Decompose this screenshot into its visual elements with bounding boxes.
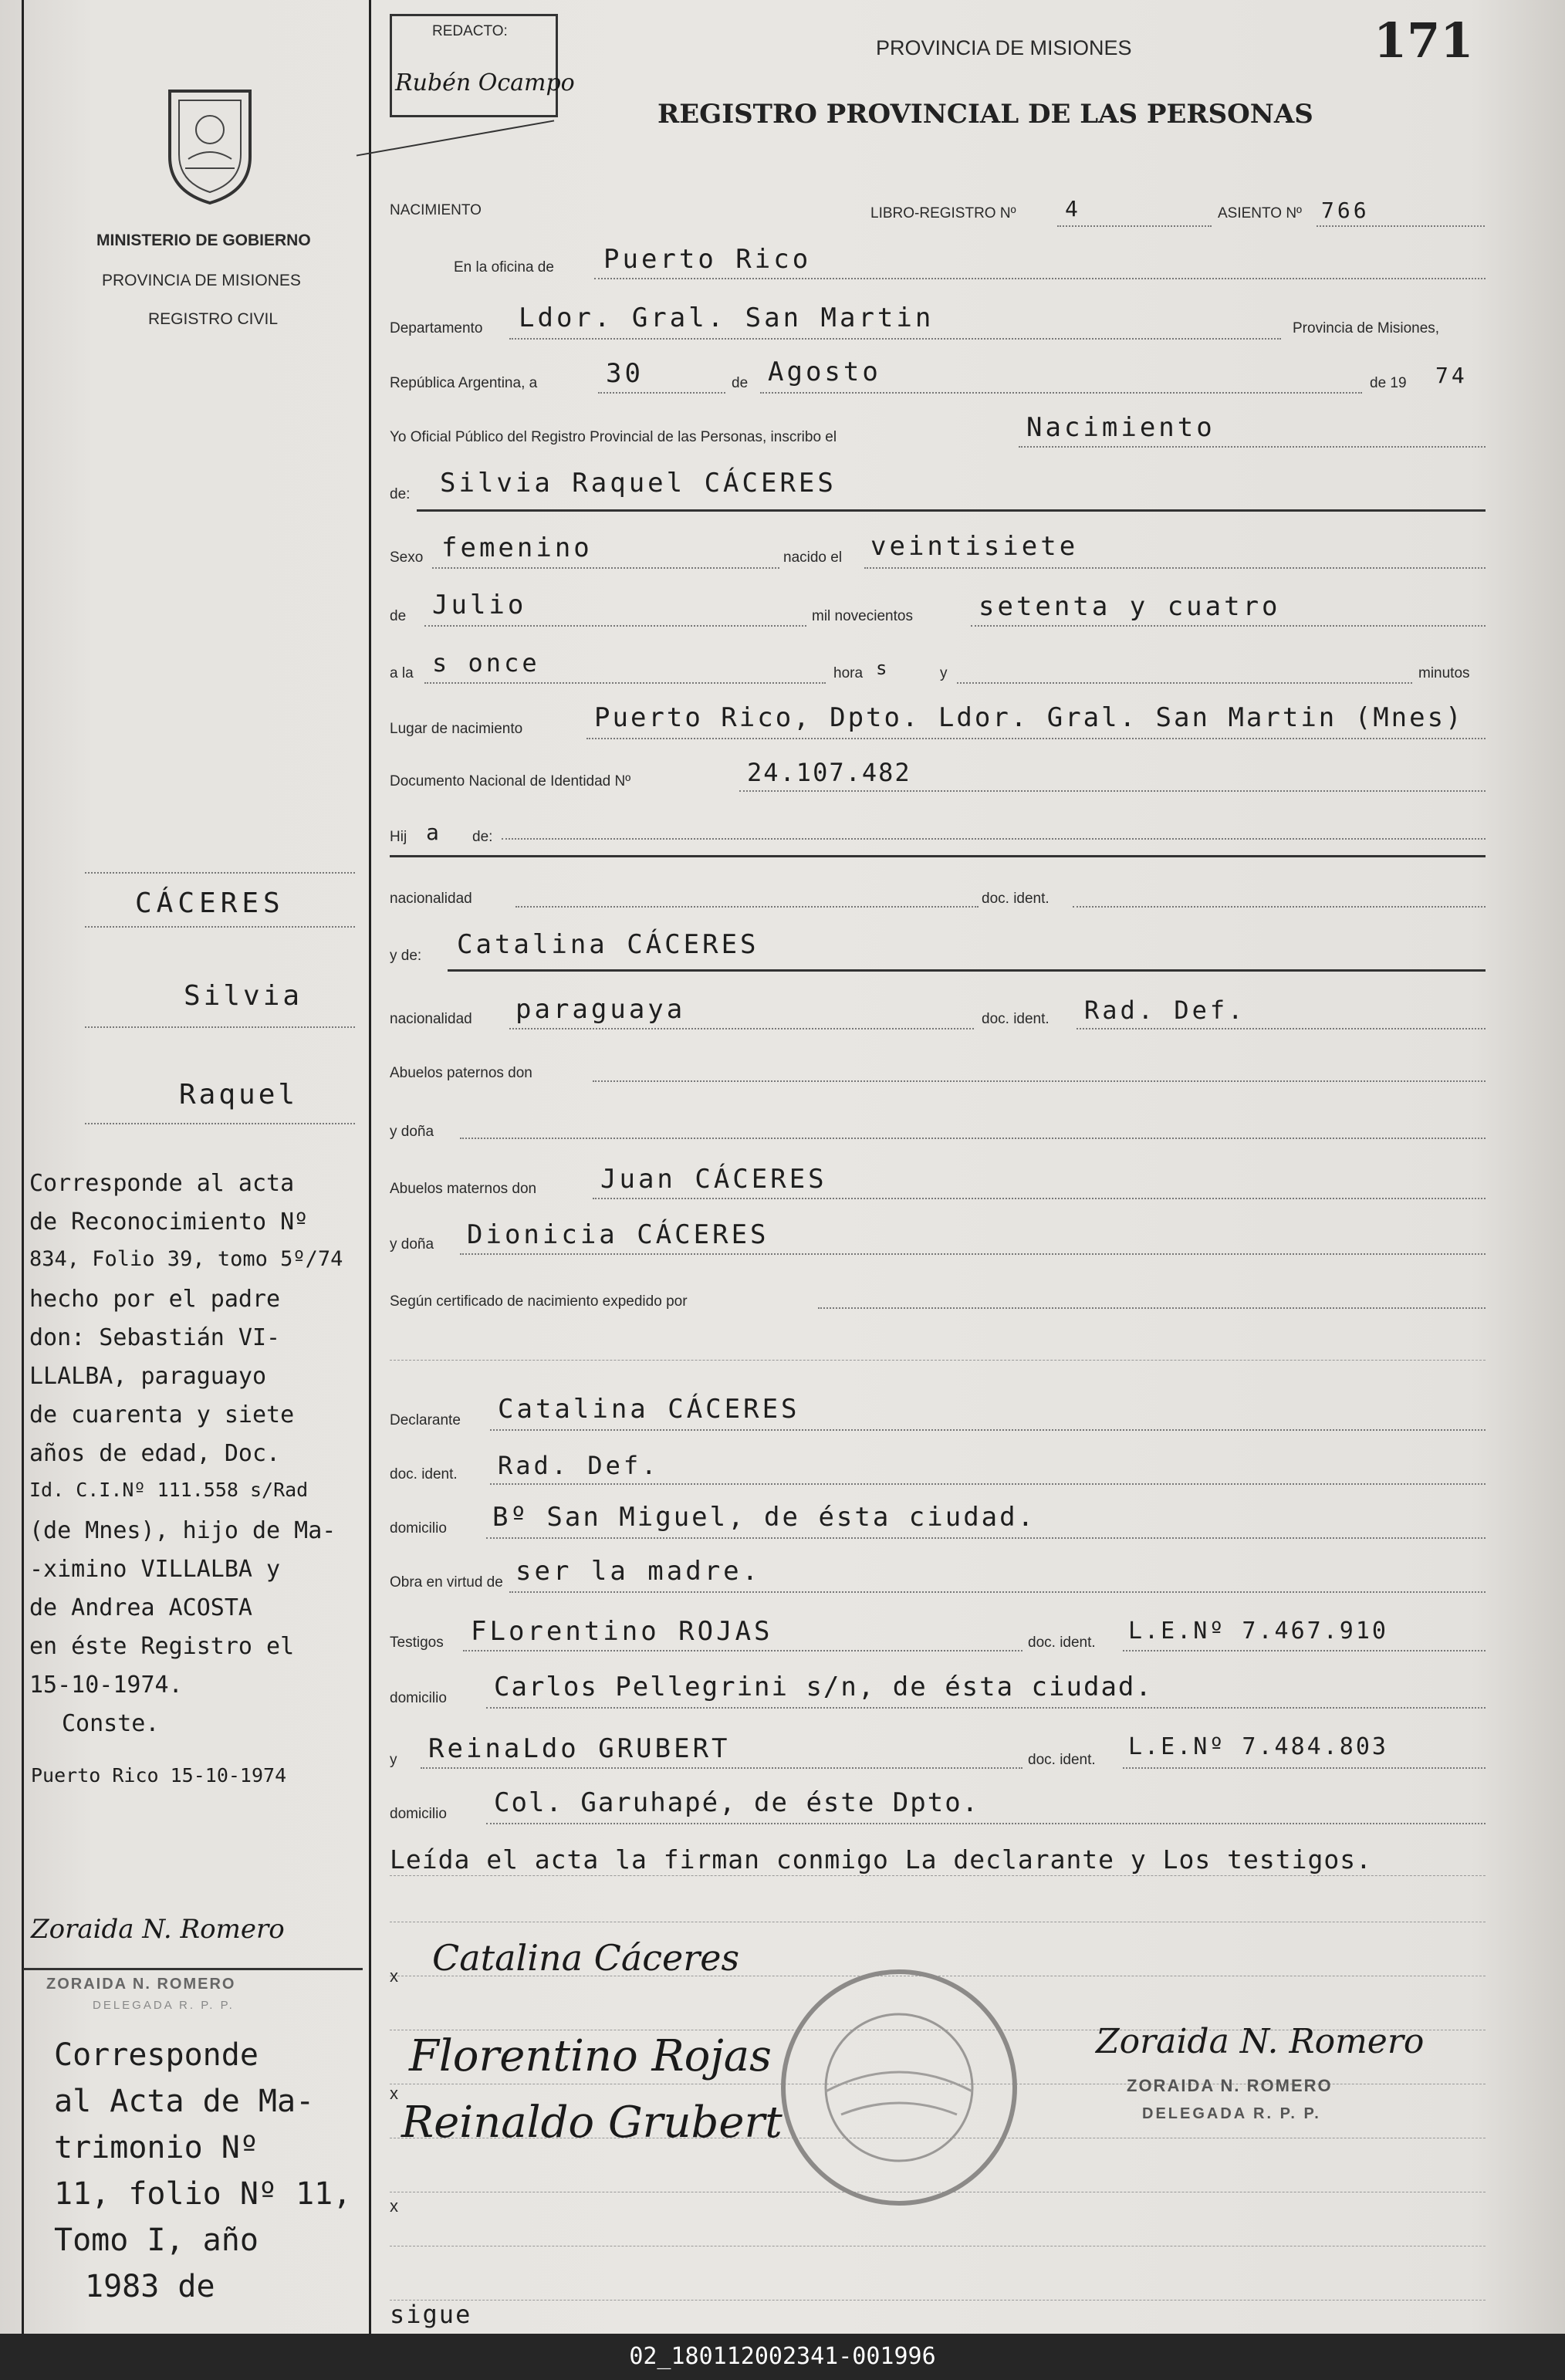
- header-province: PROVINCIA DE MISIONES: [876, 36, 1132, 59]
- sexo-label: Sexo: [390, 549, 424, 566]
- margin-note-line: Conste.: [62, 1710, 160, 1737]
- dia-dots: [598, 392, 725, 394]
- abuelo-materno-value: Juan CÁCERES: [600, 1164, 827, 1195]
- testigo2-value: ReinaLdo GRUBERT: [428, 1733, 731, 1764]
- nacido-mes-dots: [424, 625, 806, 627]
- redacto-label: REDACTO:: [432, 23, 508, 39]
- hora-suffix: s: [876, 658, 891, 679]
- certificado-label: Según certificado de nacimiento expedido por: [390, 1293, 688, 1310]
- sign-mark-2: x: [390, 2084, 398, 2103]
- oficial-stamp-name: ZORAIDA N. ROMERO: [1127, 2076, 1333, 2095]
- abuela-paterna-dots: [460, 1138, 1486, 1139]
- margin-note-line: de cuarenta y siete: [29, 1401, 295, 1428]
- sign-mark-3: x: [390, 2196, 398, 2216]
- leida-value: Leída el acta la firman conmigo La declarante y Los testigos.: [390, 1844, 1372, 1875]
- mes-value: Agosto: [768, 357, 881, 387]
- abuela-materna-label: y doña: [390, 1236, 434, 1253]
- nacido-dia-value: veintisiete: [870, 531, 1079, 562]
- declarante-dots: [490, 1429, 1486, 1431]
- republica-label: República Argentina, a: [390, 375, 538, 391]
- testigo2-signature: Reinaldo Grubert: [401, 2098, 782, 2148]
- testigo2-domicilio-label: domicilio: [390, 1806, 447, 1822]
- provincia-suffix: Provincia de Misiones,: [1293, 320, 1440, 336]
- margin-first-name: Silvia: [184, 980, 303, 1012]
- asiento-label: ASIENTO Nº: [1218, 205, 1302, 221]
- margin-note-line: don: Sebastián VI-: [29, 1324, 281, 1351]
- testigos-label: Testigos: [390, 1635, 444, 1651]
- declarante-doc-label: doc. ident.: [390, 1466, 458, 1482]
- madre-doc-value: Rad. Def.: [1084, 996, 1246, 1025]
- sign-mark-1: x: [390, 1966, 398, 1986]
- margin-surname-dots: [85, 926, 355, 928]
- minutos-label: minutos: [1418, 665, 1470, 681]
- madre-doc-dots: [1077, 1028, 1486, 1029]
- margin-note-line: (de Mnes), hijo de Ma-: [29, 1517, 336, 1544]
- libro-label: LIBRO-REGISTRO Nº: [870, 205, 1016, 221]
- acto-value: Nacimiento: [1026, 412, 1215, 443]
- hija-label: Hij: [390, 829, 407, 845]
- nacido-dia-dots: [864, 567, 1486, 569]
- section-label: NACIMIENTO: [390, 202, 482, 218]
- ministry-title: MINISTERIO DE GOBIERNO: [96, 232, 311, 249]
- hora-dots: [424, 682, 826, 684]
- oficina-dots: [594, 278, 1486, 279]
- margin-stamp-name: ZORAIDA N. ROMERO: [46, 1976, 236, 1993]
- y-de-label: y de:: [390, 948, 422, 964]
- testigo2-doc-dots: [1123, 1767, 1486, 1769]
- departamento-label: Departamento: [390, 320, 483, 336]
- libro-dots: [1057, 225, 1212, 227]
- padre-nacionalidad-label: nacionalidad: [390, 891, 472, 907]
- lugar-dots: [586, 738, 1486, 739]
- declarante-label: Declarante: [390, 1412, 461, 1428]
- margin-note-line: LLALBA, paraguayo: [29, 1363, 267, 1390]
- declarante-doc-value: Rad. Def.: [498, 1451, 660, 1480]
- abuelos-maternos-label: Abuelos maternos don: [390, 1181, 537, 1197]
- anio-value: 74: [1435, 363, 1468, 388]
- ministry-province: PROVINCIA DE MISIONES: [102, 272, 301, 289]
- asiento-value: 766: [1321, 198, 1370, 223]
- declarante-signature: Catalina Cáceres: [432, 1937, 740, 1979]
- margin-first-name-dots: [85, 1026, 355, 1028]
- testigo1-value: FLorentino ROJAS: [471, 1616, 773, 1647]
- padre-nacionalidad-dots: [515, 906, 979, 908]
- declarante-domicilio-dots: [486, 1537, 1486, 1539]
- lugar-value: Puerto Rico, Dpto. Ldor. Gral. San Martin (Mnes): [594, 702, 1464, 733]
- madre-nacionalidad-label: nacionalidad: [390, 1011, 472, 1027]
- marriage-note-line: 11, folio Nº 11,: [54, 2176, 352, 2212]
- abuelos-paternos-label: Abuelos paternos don: [390, 1065, 532, 1081]
- acto-dots: [1019, 446, 1486, 448]
- provincial-seal-icon: [162, 83, 258, 207]
- departamento-value: Ldor. Gral. San Martin: [519, 303, 935, 333]
- margin-note-line: -ximino VILLALBA y: [29, 1556, 281, 1583]
- mes-dots: [760, 392, 1362, 394]
- margin-stamp-role: DELEGADA R. P. P.: [93, 1999, 235, 2012]
- marriage-note-line: al Acta de Ma-: [54, 2084, 315, 2119]
- testigo1-domicilio-dots: [486, 1707, 1486, 1709]
- testigo1-signature: Florentino Rojas: [409, 2031, 772, 2081]
- padre-dots: [502, 838, 1486, 840]
- testigo1-doc-dots: [1123, 1650, 1486, 1651]
- libro-value: 4: [1065, 196, 1081, 221]
- redacto-stroke: [357, 120, 554, 156]
- blank-rule-1: [390, 1360, 1486, 1361]
- dni-value: 24.107.482: [747, 758, 911, 787]
- testigo2-doc-label: doc. ident.: [1028, 1752, 1096, 1768]
- margin-signature-rule: [23, 1968, 363, 1970]
- de-padre-label: de:: [472, 829, 493, 845]
- leida-rule: [390, 1875, 1486, 1876]
- testigo1-doc-label: doc. ident.: [1028, 1635, 1096, 1651]
- sexo-dots: [432, 567, 779, 569]
- oficial-label: Yo Oficial Público del Registro Provincial de las Personas, inscribo el: [390, 429, 837, 445]
- obra-value: ser la madre.: [515, 1556, 762, 1587]
- margin-rule-top: [85, 872, 355, 874]
- padre-doc-label: doc. ident.: [982, 891, 1050, 907]
- abuela-materna-dots: [460, 1253, 1486, 1255]
- sigue-value: sigue: [390, 2300, 472, 2329]
- nacido-label: nacido el: [783, 549, 843, 566]
- padre-rule: [390, 855, 1486, 857]
- asiento-dots: [1317, 225, 1485, 227]
- margin-rule-right: [369, 0, 371, 2334]
- sexo-value: femenino: [441, 532, 593, 563]
- lugar-label: Lugar de nacimiento: [390, 721, 523, 737]
- blank-rule-9: [390, 2300, 1486, 2301]
- testigo2-doc-value: L.E.Nº 7.484.803: [1128, 1733, 1388, 1760]
- testigo1-dots: [463, 1650, 1022, 1651]
- madre-rule: [448, 969, 1486, 972]
- testigo1-domicilio-value: Carlos Pellegrini s/n, de ésta ciudad.: [494, 1672, 1153, 1702]
- declarante-domicilio-label: domicilio: [390, 1520, 447, 1537]
- abuela-materna-value: Dionicia CÁCERES: [467, 1219, 769, 1250]
- declarante-domicilio-value: Bº San Miguel, de ésta ciudad.: [492, 1502, 1036, 1533]
- marriage-note-line: 1983 de: [85, 2269, 215, 2304]
- margin-second-name-dots: [85, 1123, 355, 1124]
- obra-dots: [509, 1591, 1486, 1593]
- testigo2-y-label: y: [390, 1752, 397, 1768]
- margin-rule-left: [22, 0, 24, 2334]
- archive-footer: 02_180112002341-001996: [0, 2334, 1565, 2380]
- abuelo-materno-dots: [593, 1198, 1486, 1199]
- margin-place-date: Puerto Rico 15-10-1974: [31, 1764, 287, 1787]
- anio-label: de 19: [1370, 375, 1407, 391]
- de-nacido-mes-label: de: [390, 608, 407, 624]
- certificado-dots: [818, 1307, 1486, 1309]
- declarante-doc-dots: [490, 1483, 1486, 1485]
- marriage-note-line: Corresponde: [54, 2037, 259, 2073]
- margin-note-line: 834, Folio 39, tomo 5º/74: [29, 1247, 343, 1271]
- a-las-label: a la: [390, 665, 414, 681]
- madre-nacionalidad-dots: [509, 1028, 974, 1029]
- oficina-value: Puerto Rico: [603, 244, 812, 275]
- padre-doc-dots: [1073, 906, 1486, 908]
- de-nombre-label: de:: [390, 486, 411, 502]
- margin-note-line: 15-10-1974.: [29, 1672, 183, 1699]
- abuelo-paterno-dots: [593, 1080, 1486, 1082]
- ministry-registry: REGISTRO CIVIL: [148, 310, 279, 328]
- minutos-dots: [957, 682, 1412, 684]
- page-number: 171: [1374, 12, 1474, 69]
- nombre-value: Silvia Raquel CÁCERES: [440, 468, 837, 499]
- departamento-dots: [509, 338, 1281, 340]
- marriage-note-line: trimonio Nº: [54, 2130, 259, 2165]
- obra-label: Obra en virtud de: [390, 1574, 503, 1591]
- madre-nacionalidad-value: paraguaya: [515, 994, 686, 1025]
- testigo2-dots: [421, 1767, 1022, 1769]
- testigo1-domicilio-label: domicilio: [390, 1690, 447, 1706]
- nacido-anio-dots: [971, 625, 1486, 627]
- testigo2-domicilio-value: Col. Garuhapé, de éste Dpto.: [494, 1787, 980, 1818]
- testigo1-doc-value: L.E.Nº 7.467.910: [1128, 1618, 1388, 1645]
- y-minutos-label: y: [940, 665, 948, 681]
- abuela-paterna-label: y doña: [390, 1124, 434, 1140]
- madre-doc-label: doc. ident.: [982, 1011, 1050, 1027]
- dia-value: 30: [606, 358, 644, 389]
- margin-note-line: años de edad, Doc.: [29, 1440, 281, 1467]
- margin-note-line: de Andrea ACOSTA: [29, 1594, 252, 1621]
- declarante-value: Catalina CÁCERES: [498, 1394, 800, 1425]
- hora-value: s once: [432, 648, 540, 678]
- hora-label: hora: [833, 665, 864, 681]
- dni-label: Documento Nacional de Identidad Nº: [390, 773, 631, 789]
- registry-title: REGISTRO PROVINCIAL DE LAS PERSONAS: [657, 99, 1313, 130]
- margin-note-line: hecho por el padre: [29, 1286, 281, 1313]
- nacido-anio-value: setenta y cuatro: [979, 591, 1281, 622]
- margin-surname: CÁCERES: [135, 887, 285, 919]
- margin-note-line: Id. C.I.Nº 111.558 s/Rad: [29, 1479, 309, 1501]
- dni-dots: [739, 790, 1486, 792]
- margin-note-line: en éste Registro el: [29, 1633, 295, 1660]
- marriage-note-line: Tomo I, año: [54, 2223, 259, 2258]
- testigo2-domicilio-dots: [486, 1823, 1486, 1824]
- margin-note-line: de Reconocimiento Nº: [29, 1209, 309, 1236]
- de-mes-label: de: [732, 375, 749, 391]
- margin-signature: Zoraida N. Romero: [31, 1914, 285, 1945]
- nombre-rule: [417, 509, 1486, 512]
- hija-suffix: a: [426, 820, 442, 845]
- nacido-mes-value: Julio: [432, 590, 527, 620]
- redacto-signature: Rubén Ocampo: [395, 69, 575, 96]
- oficial-signature: Zoraida N. Romero: [1096, 2022, 1425, 2061]
- registry-stamp-icon: [772, 1960, 1026, 2215]
- mil-label: mil novecientos: [812, 608, 913, 624]
- oficial-stamp-role: DELEGADA R. P. P.: [1142, 2105, 1321, 2122]
- margin-second-name: Raquel: [179, 1079, 299, 1111]
- margin-note-line: Corresponde al acta: [29, 1170, 295, 1197]
- oficina-label: En la oficina de: [454, 259, 554, 276]
- madre-value: Catalina CÁCERES: [457, 929, 759, 960]
